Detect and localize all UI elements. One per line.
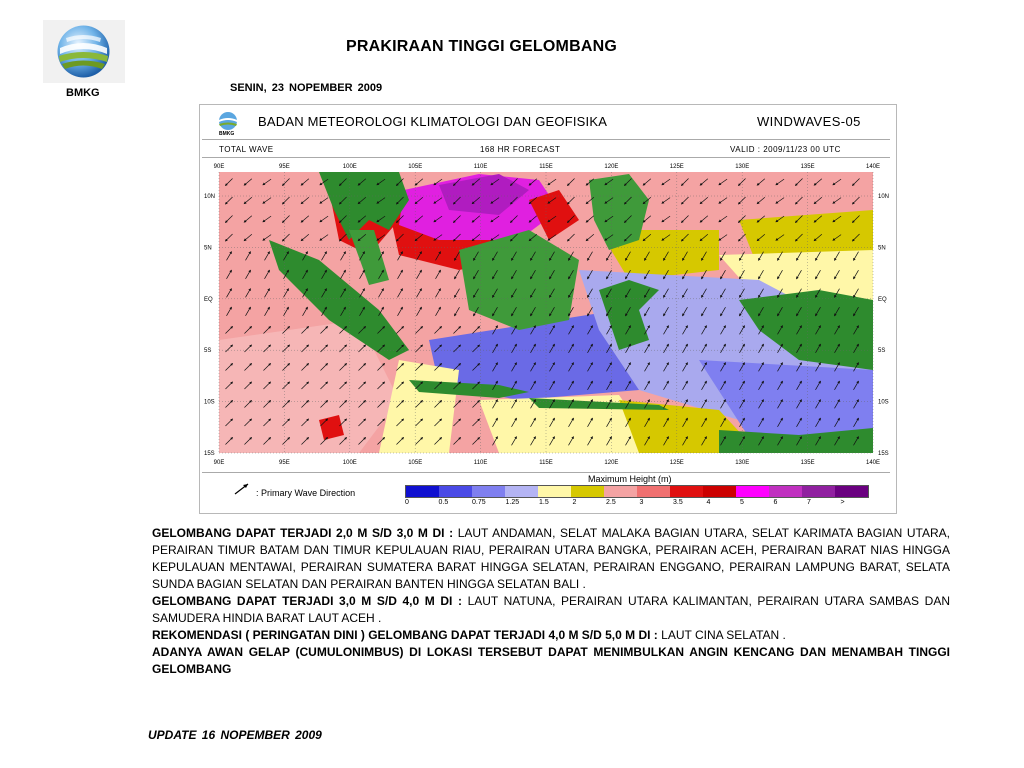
scale-swatch xyxy=(670,486,703,497)
latitude-label: 5N xyxy=(204,245,212,252)
scale-tick-label: > xyxy=(840,499,845,506)
longitude-label: 130E xyxy=(735,460,750,466)
update-date: UPDATE 16 NOPEMBER 2009 xyxy=(148,728,322,742)
longitude-label: 115E xyxy=(539,460,553,466)
scale-tick-label: 3 xyxy=(639,499,644,506)
forecast-date: SENIN, 23 NOPEMBER 2009 xyxy=(230,82,383,94)
wave-bulletin xyxy=(152,525,950,678)
scale-tick-label: 3.5 xyxy=(673,499,683,506)
map-agency-name: BADAN METEOROLOGI KLIMATOLOGI DAN GEOFISIKA xyxy=(258,114,608,129)
wave-height-color-scale xyxy=(405,485,869,498)
scale-swatch xyxy=(637,486,670,497)
longitude-label: 115E xyxy=(539,164,553,170)
scale-tick-label: 1.5 xyxy=(539,499,549,506)
latitude-label: 5S xyxy=(878,348,886,355)
scale-tick-label: 0.75 xyxy=(472,499,486,506)
scale-swatch xyxy=(505,486,538,497)
longitude-label: 110E xyxy=(473,460,488,466)
scale-tick-label: 2 xyxy=(572,499,577,506)
scale-tick-label: 5 xyxy=(740,499,744,506)
map-valid-time: VALID : 2009/11/23 00 UTC xyxy=(730,145,841,154)
legend-arrow-label: : Primary Wave Direction xyxy=(256,488,356,498)
bulletin-label-2: GELOMBANG DAPAT TERJADI 3,0 M S/D 4,0 M DI : xyxy=(152,594,462,608)
latitude-label: 10S xyxy=(204,399,215,406)
latitude-label: 15S xyxy=(204,451,215,457)
legend-scale-title: Maximum Height (m) xyxy=(588,474,672,484)
longitude-label: 95E xyxy=(279,164,290,170)
longitude-label: 130E xyxy=(735,164,750,170)
scale-tick-label: 2.5 xyxy=(606,499,616,506)
scale-tick-label: 0.5 xyxy=(438,499,449,506)
latitude-label: 10S xyxy=(878,399,889,406)
map-bmkg-logo-icon xyxy=(217,111,239,133)
map-header-divider xyxy=(202,139,890,140)
longitude-label: 120E xyxy=(604,164,619,170)
longitude-label: 125E xyxy=(669,460,684,466)
scale-swatch xyxy=(538,486,571,497)
bulletin-paragraph-4 xyxy=(152,644,950,678)
map-parameter: TOTAL WAVE xyxy=(219,145,274,154)
latitude-label: 10N xyxy=(204,194,216,200)
scale-tick-label: 1.25 xyxy=(505,499,520,506)
longitude-label: 140E xyxy=(865,164,881,170)
scale-swatch xyxy=(571,486,604,497)
latitude-label: EQ xyxy=(204,296,213,303)
longitude-labels-top xyxy=(214,164,880,170)
bulletin-paragraph-1 xyxy=(152,525,950,593)
latitude-label: 15S xyxy=(878,451,889,457)
map-forecast-range: 168 HR FORECAST xyxy=(480,145,561,154)
scale-tick-label: 7 xyxy=(807,499,811,506)
map-product-code: WINDWAVES-05 xyxy=(757,114,861,129)
bulletin-label-1: GELOMBANG DAPAT TERJADI 2,0 M S/D 3,0 M DI : xyxy=(152,526,454,540)
bmkg-globe-icon xyxy=(56,24,111,79)
longitude-label: 110E xyxy=(473,164,488,170)
bulletin-text-1: LAUT ANDAMAN, SELAT MALAKA BAGIAN UTARA, SELAT KARIMATA BAGIAN UTARA, PERAIRAN TIMUR BATAM DAN TIMUR KEPULAUAN RIAU, PERAIRAN UTARA BANGKA, PERAIRAN ACEH, PERAIRAN BARAT NIAS HINGGA KEPULAUAN MENTAWAI, PERAIRAN SUMATERA BARAT HINGGA SELATAN, PERAIRAN ENGGANO, PERAIRAN LAMPUNG BARAT, SELATA SUNDA BAGIAN SELATAN DAN PERAIRAN BANTEN HINGGA SELATAN BALI . xyxy=(152,526,950,591)
longitude-label: 135E xyxy=(800,460,815,466)
longitude-label: 135E xyxy=(800,164,815,170)
scale-tick-label: 6 xyxy=(773,499,778,506)
scale-tick-label: 4 xyxy=(706,499,711,506)
bulletin-paragraph-2 xyxy=(152,593,950,627)
wave-height-map xyxy=(199,160,895,470)
latitude-labels-right xyxy=(878,194,889,457)
map-subheader-divider xyxy=(202,157,890,158)
legend-divider xyxy=(202,472,890,473)
latitude-label: 10N xyxy=(878,194,890,200)
scale-swatch xyxy=(472,486,505,497)
scale-swatch xyxy=(439,486,472,497)
bulletin-label-4: ADANYA AWAN GELAP (CUMULONIMBUS) DI LOKASI TERSEBUT DAPAT MENIMBULKAN ANGIN KENCANG DAN MENAMBAH TINGGI GELOMBANG xyxy=(152,645,950,676)
latitude-label: EQ xyxy=(878,296,887,303)
wave-direction-arrow-icon xyxy=(233,482,251,496)
longitude-label: 120E xyxy=(604,460,619,466)
scale-swatch xyxy=(736,486,769,497)
scale-swatch xyxy=(802,486,835,497)
bulletin-text-3: LAUT CINA SELATAN . xyxy=(657,628,786,642)
longitude-label: 90E xyxy=(213,164,225,170)
map-logo-caption: BMKG xyxy=(219,131,235,137)
longitude-label: 100E xyxy=(342,164,357,170)
scale-swatch xyxy=(703,486,736,497)
scale-swatch xyxy=(769,486,802,497)
page-title: PRAKIRAAN TINGGI GELOMBANG xyxy=(346,38,617,55)
bmkg-logo-caption: BMKG xyxy=(66,87,100,99)
longitude-label: 105E xyxy=(408,164,423,170)
scale-tick-label: 0 xyxy=(405,499,409,506)
longitude-labels-bottom xyxy=(214,460,880,466)
longitude-label: 125E xyxy=(669,164,684,170)
longitude-label: 105E xyxy=(408,460,423,466)
wave-height-scale-ticks xyxy=(400,499,880,509)
scale-swatch xyxy=(604,486,637,497)
scale-swatch xyxy=(406,486,439,497)
bulletin-label-3: REKOMENDASI ( PERINGATAN DINI ) GELOMBANG DAPAT TERJADI 4,0 M S/D 5,0 M DI : xyxy=(152,628,658,642)
longitude-label: 90E xyxy=(213,460,225,466)
longitude-label: 95E xyxy=(279,460,290,466)
latitude-label: 5S xyxy=(204,348,212,355)
longitude-label: 140E xyxy=(865,460,881,466)
latitude-labels-left xyxy=(204,194,215,457)
latitude-label: 5N xyxy=(878,245,886,252)
scale-swatch xyxy=(835,486,868,497)
longitude-label: 100E xyxy=(342,460,357,466)
bulletin-text-2: LAUT NATUNA, PERAIRAN UTARA KALIMANTAN, PERAIRAN UTARA SAMBAS DAN SAMUDERA HINDIA BARAT LAUT ACEH . xyxy=(152,594,950,625)
bulletin-paragraph-3 xyxy=(152,627,950,644)
